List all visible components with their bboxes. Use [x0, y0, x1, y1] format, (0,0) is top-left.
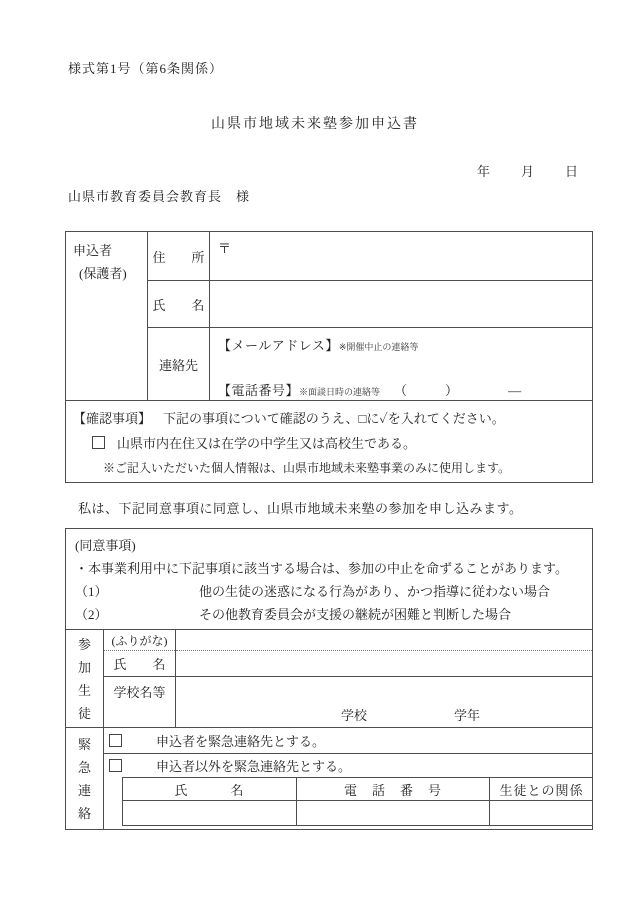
applicant-header-cell: [66, 232, 148, 401]
confirm-instruction-line: [73, 406, 586, 431]
emergency-contact-row: [66, 777, 593, 830]
emergency-vertical-char-1: 緊: [77, 736, 91, 752]
agreement-item-1: [75, 580, 584, 603]
emergency-option-1-text: 申込者を緊急連絡先とする。: [156, 734, 326, 749]
date-month-label: 月: [520, 164, 534, 179]
student-name-label: 氏 名: [104, 651, 176, 677]
emergency-vertical-char-2: 急: [77, 759, 91, 775]
addressee: 山県市教育委員会教育長 様: [68, 189, 251, 204]
emergency-vertical-char-3: 連: [77, 782, 91, 798]
emergency-section-label: [66, 728, 104, 830]
agreement-item-2-text: その他教育委員会が支援の継続が困難と判断した場合: [199, 607, 512, 622]
student-name-input-cell[interactable]: [176, 651, 593, 677]
student-vertical-char-1: 参: [77, 636, 91, 652]
agreement-table: [65, 528, 593, 830]
privacy-note: ※ご記入いただいた個人情報は、山県市地域未来塾事業のみに使用します。: [103, 461, 511, 475]
emergency-option-1-row: [66, 728, 593, 754]
other-contact-checkbox[interactable]: [109, 759, 122, 772]
postal-mark: 〒: [218, 241, 232, 256]
emergency-phone-input-cell[interactable]: [297, 801, 490, 826]
school-suffix-label: 学校: [341, 708, 368, 723]
furigana-label: (ふりがな): [104, 630, 176, 651]
emergency-phone-header: 電 話 番 号: [297, 778, 490, 801]
address-row: [66, 232, 593, 281]
phone-label: 【電話番号】: [218, 383, 300, 398]
confirm-label: 【確認事項】: [73, 411, 152, 426]
phone-paren-close: ）: [445, 383, 459, 398]
residency-statement: 山県市内在住又は在学の中学生又は高校生である。: [117, 436, 417, 451]
emergency-option-2: [104, 754, 593, 778]
applicant-name-label: 氏 名: [148, 281, 210, 328]
emergency-option-2-row: [66, 754, 593, 778]
residency-check-line: [73, 431, 586, 456]
emergency-name-input-cell[interactable]: [123, 801, 297, 826]
phone-note: ※面談日時の連絡等: [299, 387, 381, 397]
student-vertical-char-3: 生: [77, 682, 91, 698]
student-vertical-char-2: 加: [77, 659, 91, 675]
agreement-section: [66, 529, 593, 630]
school-row: [66, 677, 593, 728]
agreement-item-1-text: 他の生徒の迷惑になる行為があり、かつ指導に従わない場合: [199, 584, 551, 599]
student-vertical-label: [66, 633, 103, 725]
phone-dash: ―: [508, 383, 522, 398]
date-day-label: 日: [564, 164, 578, 179]
applicant-table: [65, 231, 593, 483]
contact-input-cell[interactable]: [210, 328, 593, 401]
email-label: 【メールアドレス】: [218, 338, 339, 353]
phone-line: [218, 380, 592, 399]
emergency-option-2-text: 申込者以外を緊急連絡先とする。: [156, 759, 352, 774]
emergency-relation-header: 生徒との関係: [490, 778, 593, 801]
grade-suffix-label: 学年: [454, 708, 481, 723]
student-name-row: [66, 651, 593, 677]
school-input-cell[interactable]: [176, 677, 593, 728]
address-label: 住 所: [148, 232, 210, 281]
furigana-input-cell[interactable]: [176, 630, 593, 651]
applicant-label: 申込者: [73, 243, 113, 258]
email-note: ※開催中止の連絡等: [338, 342, 419, 352]
emergency-vertical-label: [66, 733, 103, 825]
guardian-label: (保護者): [79, 266, 127, 281]
agreement-item-1-number: （1）: [75, 584, 108, 599]
address-input-cell[interactable]: [210, 232, 593, 281]
phone-paren-open: （: [394, 383, 408, 398]
emergency-contact-table-wrap: [104, 777, 593, 830]
emergency-vertical-char-4: 絡: [77, 805, 91, 821]
contact-label: 連絡先: [148, 328, 210, 401]
date-year-label: 年: [476, 164, 490, 179]
agreement-bullet: ・本事業利用中に下記事項に該当する場合は、参加の中止を命ずることがあります。: [75, 561, 568, 576]
emergency-contact-table: [122, 777, 593, 826]
applicant-name-input-cell[interactable]: [210, 281, 593, 328]
agreement-item-2-number: （2）: [75, 607, 108, 622]
residency-checkbox[interactable]: [92, 436, 105, 449]
furigana-row: [66, 630, 593, 651]
emergency-name-header: 氏 名: [123, 778, 297, 801]
email-line: [218, 328, 592, 354]
agreement-item-2: [75, 603, 584, 626]
confirm-instruction: 下記の事項について確認のうえ、□に✓を入れてください。: [163, 411, 505, 426]
confirm-section: [66, 401, 593, 483]
page-title: 山県市地域未来塾参加申込書: [211, 117, 419, 132]
consent-intro: 私は、下記同意事項に同意し、山県市地域未来塾の参加を申し込みます。: [78, 501, 523, 516]
emergency-contact-header-row: [123, 778, 593, 801]
student-vertical-char-4: 徒: [77, 705, 91, 721]
date-line: [0, 161, 578, 180]
student-section-label: [66, 630, 104, 728]
emergency-option-1: [104, 728, 593, 754]
agreement-row: [66, 529, 593, 630]
school-label: 学校名等: [104, 677, 176, 728]
applicant-contact-checkbox[interactable]: [109, 734, 122, 747]
emergency-contact-input-row: [123, 801, 593, 826]
agreement-title: (同意事項): [75, 538, 136, 553]
emergency-relation-input-cell[interactable]: [490, 801, 593, 826]
confirm-row: [66, 401, 593, 483]
form-number: 様式第1号（第6条関係）: [68, 61, 224, 76]
